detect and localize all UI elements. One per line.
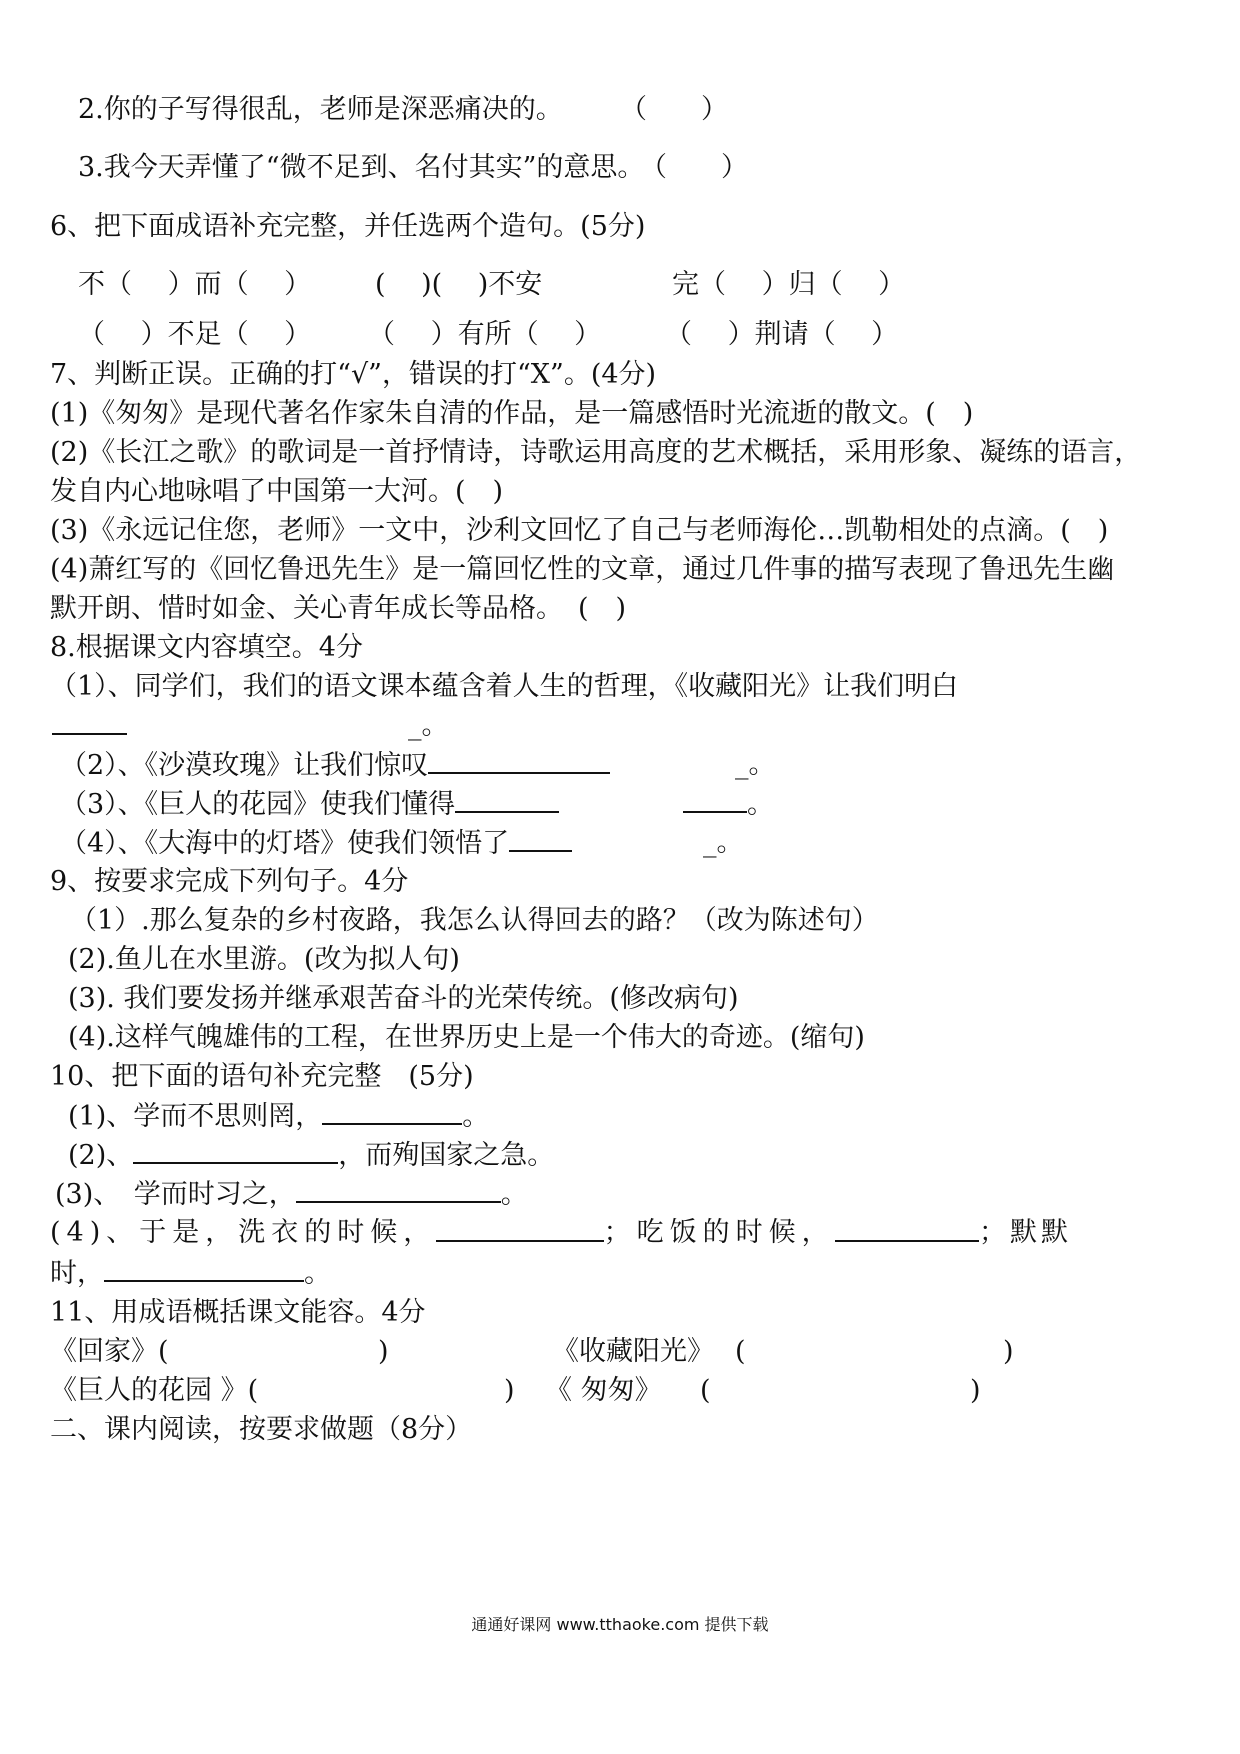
q8-sentence-3 [60,787,559,822]
q5-item-2-paren: （ ） [620,94,728,125]
q10-sentence-1-text: (1)、学而不思则罔， [68,1101,323,1132]
q11-item-c-title: 《巨人的花园 》( [50,1375,259,1406]
q10-sentence-4-end: 。 [304,1258,331,1289]
q10-sentence-4 [50,1216,1072,1250]
q10-sentence-3-text: (3)、 学而时习之， [55,1179,296,1210]
q7-heading: 7、判断正误。正确的打“√”，错误的打“X”。(4分) [50,359,657,390]
q11-item-d-open: ( [700,1375,711,1406]
q11-item-d-title: 《 匆匆》 [545,1375,662,1406]
q5-item-3: 3.我今天弄懂了“微不足到、名付其实”的意思。 [78,152,645,183]
q8-sentence-4-text: （4）、《大海中的灯塔》使我们领悟了 [60,828,510,859]
q11-item-d-close: ) [970,1375,981,1406]
q11-item-a-title: 《回家》( [50,1336,169,1367]
q11-item-b-open: ( [735,1336,746,1367]
q8-sentence-1-end: _。 [408,710,449,741]
q10-blank-1[interactable] [322,1099,462,1125]
q10-blank-4c[interactable] [104,1256,304,1282]
q8-blank-1[interactable] [52,709,127,744]
q8-blank-3b[interactable] [683,787,747,813]
idiom-blank: （ ）不足（ ） [78,319,312,350]
q10-sentence-4-part-b: ；吃饭的时候， [603,1217,835,1248]
part2-heading: 二、课内阅读，按要求做题（8分） [50,1414,473,1445]
q10-sentence-1-end: 。 [462,1101,490,1132]
q10-sentence-2-end: ，而殉国家之急。 [338,1140,555,1171]
q10-blank-4a[interactable] [436,1216,603,1242]
q10-heading: 10、把下面的语句补充完整 (5分) [50,1061,474,1092]
q9-heading: 9、按要求完成下列句子。4分 [50,866,409,897]
q10-blank-4b[interactable] [835,1216,979,1242]
q10-sentence-3 [55,1177,528,1212]
q10-sentence-4-part-a: (4)、于是，洗衣的时候， [50,1217,437,1248]
q7-statement-3: (3)《永远记住您，老师》一文中，沙利文回忆了自己与老师海伦…凯勒相处的点滴。( ) [50,515,1109,546]
q10-sentence-4-part-c: ；默默 [979,1217,1072,1248]
q7-statement-2b: 发自内心地咏唱了中国第一大河。( ) [50,476,504,507]
q8-sentence-2-text: （2）、《沙漠玫瑰》让我们惊叹 [60,750,429,781]
q11-item-b-close: ) [1003,1336,1014,1367]
q8-blank-4[interactable] [509,826,572,852]
q8-sentence-3-tail [683,787,774,822]
q8-sentence-4 [60,826,572,861]
q6-heading: 6、把下面成语补充完整，并任选两个造句。(5分) [50,211,646,242]
q10-blank-2[interactable] [133,1138,338,1164]
idiom-blank: ( )( )不安 [375,269,543,300]
q11-heading: 11、用成语概括课文能容。4分 [50,1297,426,1328]
q8-heading: 8.根据课文内容填空。4分 [50,632,363,663]
q7-statement-4-paren: ( ) [578,593,627,624]
q8-blank-2[interactable] [428,748,610,774]
q11-item-a-close: ) [378,1336,389,1367]
q10-sentence-1 [68,1099,489,1134]
q10-sentence-2 [68,1138,554,1173]
q8-sentence-2-end: _。 [735,749,776,780]
q8-sentence-3-end: 。 [747,789,774,820]
q8-sentence-3-text: （3）、《巨人的花园》使我们懂得 [60,789,456,820]
q7-statement-4b: 默开朗、惜时如金、关心青年成长等品格。 [50,593,563,624]
q10-sentence-2-text: (2)、 [68,1140,134,1171]
idiom-blank: （ ）荆请（ ） [665,319,899,350]
q5-item-3-paren: （ ） [640,152,748,183]
idiom-blank: 不（ ）而（ ） [78,269,312,300]
q11-item-b-title: 《收藏阳光》 [552,1336,714,1367]
q10-sentence-4-cont [50,1256,331,1291]
idiom-blank: （ ）有所（ ） [368,319,602,350]
q7-statement-2a: (2)《长江之歌》的歌词是一首抒情诗，诗歌运用高度的艺术概括，采用形象、凝练的语言， [50,437,1142,468]
q8-sentence-4-end: _。 [703,827,744,858]
q9-sentence-1: （1）.那么复杂的乡村夜路，我怎么认得回去的路？（改为陈述句） [70,905,879,936]
q9-sentence-2: (2).鱼儿在水里游。(改为拟人句) [68,944,460,975]
idiom-blank: 完（ ）归（ ） [672,269,906,300]
q8-sentence-2 [60,748,610,783]
q7-statement-1: (1)《匆匆》是现代著名作家朱自清的作品，是一篇感悟时光流逝的散文。( ) [50,398,974,429]
q5-item-2: 2.你的子写得很乱，老师是深恶痛决的。 [78,94,563,125]
q10-blank-3[interactable] [296,1177,501,1203]
q9-sentence-3: (3). 我们要发扬并继承艰苦奋斗的光荣传统。(修改病句) [68,983,739,1014]
q10-sentence-4-part-d: 时， [50,1258,104,1289]
q7-statement-4a: (4)萧红写的《回忆鲁迅先生》是一篇回忆性的文章，通过几件事的描写表现了鲁迅先生幽 [50,554,1115,585]
q9-sentence-4: (4).这样气魄雄伟的工程，在世界历史上是一个伟大的奇迹。(缩句) [68,1022,865,1053]
q10-sentence-3-end: 。 [500,1179,528,1210]
q11-item-c-close: ) [504,1375,515,1406]
footer-credit: 通通好课网 www.tthaoke.com 提供下载 [471,1615,769,1634]
q8-sentence-1: （1）、同学们，我们的语文课本蕴含着人生的哲理，《收藏阳光》让我们明白 [50,671,959,702]
q8-blank-3[interactable] [455,787,559,813]
